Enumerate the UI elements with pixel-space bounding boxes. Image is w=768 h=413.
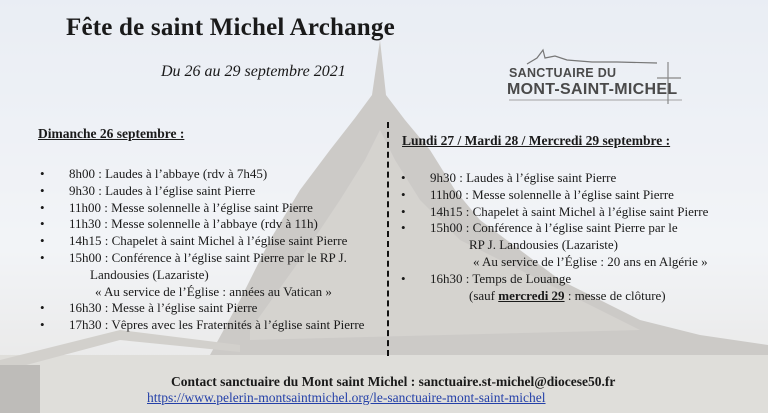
list-item: • 11h00 : Messe solennelle à l’église saint Pierre [40, 199, 313, 215]
page-title: Fête de saint Michel Archange [66, 14, 395, 41]
bullet-icon: • [40, 216, 45, 232]
weekday-heading: Lundi 27 / Mardi 28 / Mercredi 29 septembre : [402, 133, 671, 148]
list-item: • 11h30 : Messe solennelle à l’abbaye (rdv à 11h) [40, 216, 318, 232]
list-item: • 9h30 : Laudes à l’église saint Pierre [401, 170, 617, 185]
sunday-schedule [40, 166, 390, 334]
bullet-icon: • [401, 220, 406, 236]
bullet-icon: • [40, 233, 45, 249]
list-item: • 15h00 : Conférence à l’église saint Pierre par le [401, 220, 678, 236]
list-item: • 14h15 : Chapelet à saint Michel à l’église saint Pierre [401, 203, 709, 219]
list-item: • 16h30 : Messe à l’église saint Pierre [40, 300, 258, 316]
sanctuary-website-link[interactable]: https://www.pelerin-montsaintmichel.org/le-sanctuaire-mont-saint-michel [147, 390, 546, 405]
list-item: • 16h30 : Temps de Louange [401, 270, 572, 286]
list-item-continuation: (sauf mercredi 29 : messe de clôture) [469, 287, 666, 303]
sunday-heading: Dimanche 26 septembre : [38, 126, 185, 141]
list-item-continuation: Landousies (Lazariste) [90, 266, 209, 282]
list-item-continuation: RP J. Landousies (Lazariste) [469, 237, 618, 253]
bullet-icon: • [40, 166, 45, 181]
bullet-icon: • [40, 300, 45, 316]
bullet-icon: • [40, 317, 45, 333]
bullet-icon: • [401, 270, 406, 286]
bullet-icon: • [401, 186, 406, 202]
sanctuary-logo [497, 48, 697, 112]
list-item-continuation: « Au service de l’Église : années au Vatican » [95, 283, 332, 299]
event-dates: Du 26 au 29 septembre 2021 [161, 63, 346, 80]
list-item: • 8h00 : Laudes à l’abbaye (rdv à 7h45) [40, 166, 268, 181]
bullet-icon: • [40, 249, 45, 265]
bullet-icon: • [40, 182, 45, 198]
list-item: • 17h30 : Vêpres avec les Fraternités à l’église saint Pierre [40, 317, 365, 333]
bullet-icon: • [40, 199, 45, 215]
list-item: • 15h00 : Conférence à l’église saint Pierre par le RP J. [40, 249, 347, 265]
logo-mount-outline-icon [497, 48, 697, 112]
weekday-schedule [401, 170, 761, 304]
list-item: • 11h00 : Messe solennelle à l’église saint Pierre [401, 186, 674, 202]
bullet-icon: • [401, 203, 406, 219]
contact-line: Contact sanctuaire du Mont saint Michel : sanctuaire.st-michel@diocese50.fr [171, 374, 616, 389]
list-item: • 9h30 : Laudes à l’église saint Pierre [40, 182, 256, 198]
logo-line-2: MONT-SAINT-MICHEL [507, 81, 678, 98]
bullet-icon: • [401, 170, 406, 185]
logo-line-1: SANCTUAIRE DU [509, 66, 617, 80]
list-item-continuation: « Au service de l’Église : 20 ans en Algérie » [473, 253, 708, 269]
column-divider [387, 122, 389, 356]
list-item: • 14h15 : Chapelet à saint Michel à l’église saint Pierre [40, 233, 348, 249]
